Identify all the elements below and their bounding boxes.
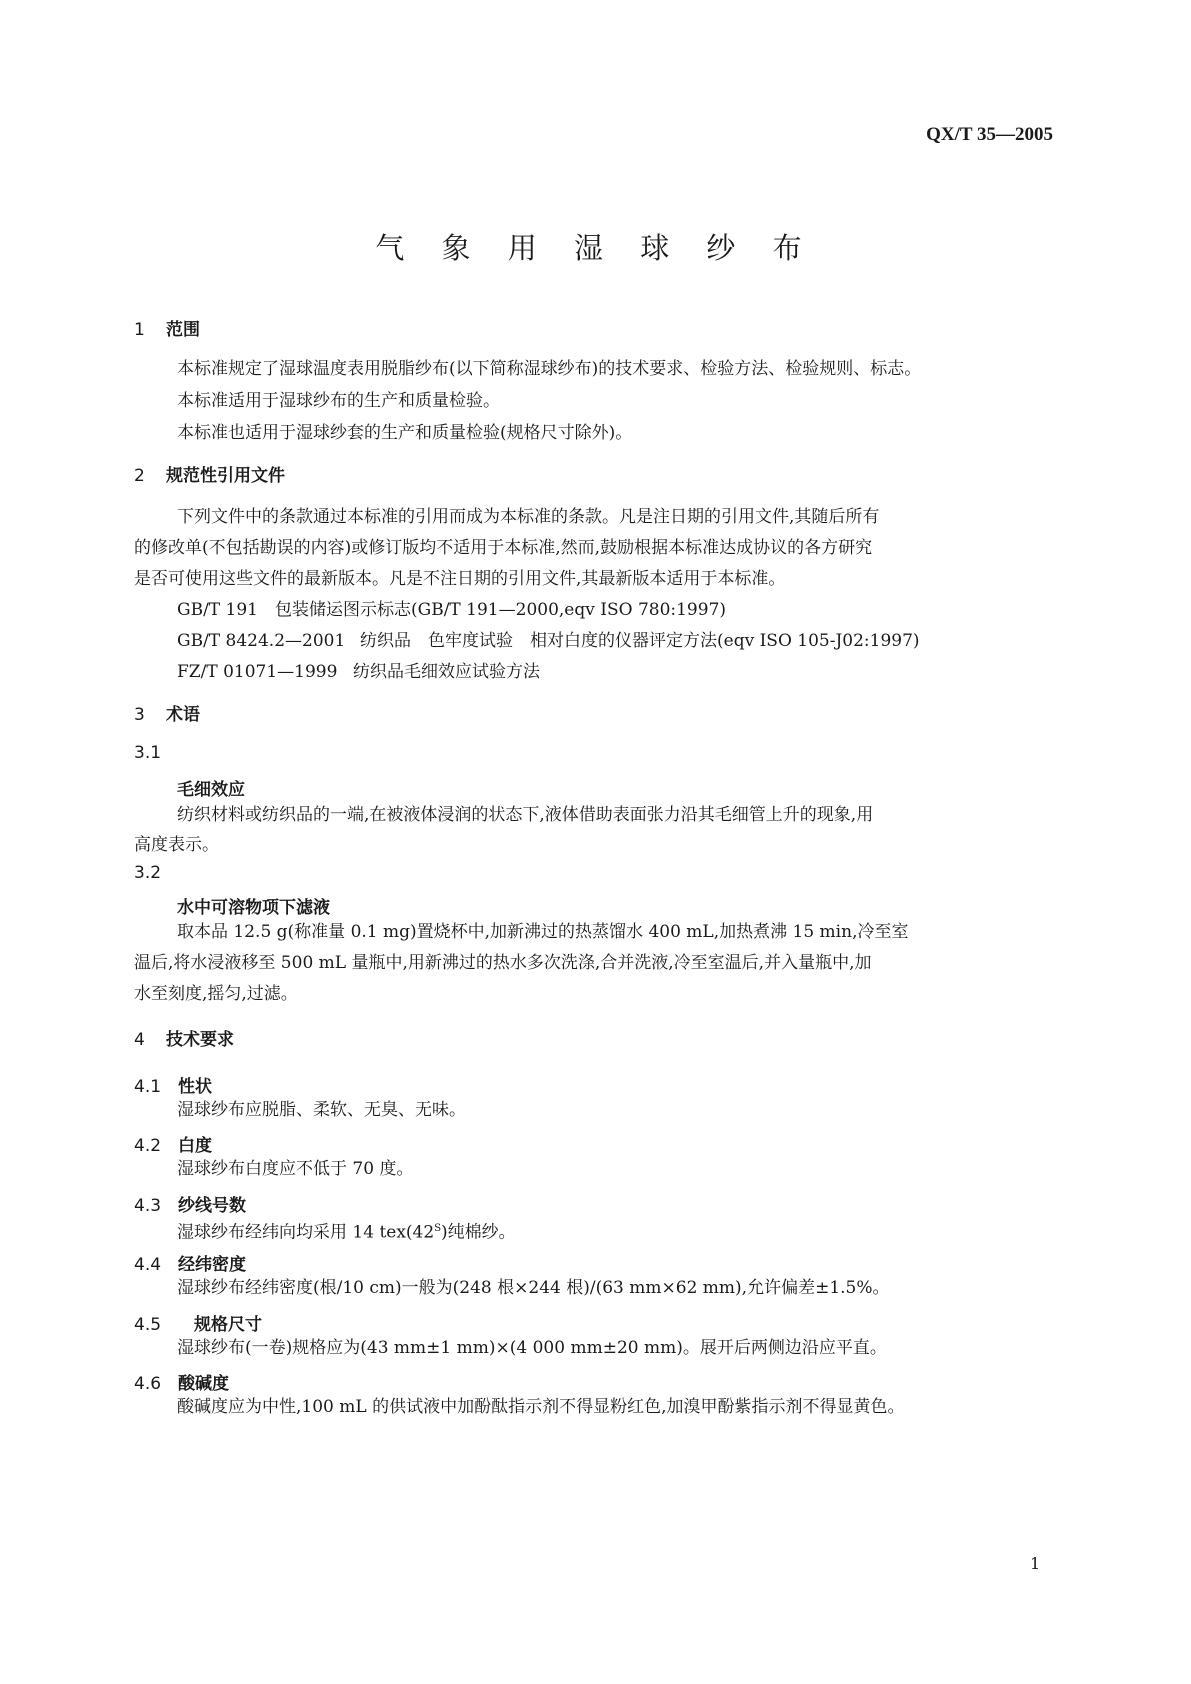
paragraph-line: 本标准规定了湿球温度表用脱脂纱布(以下简称湿球纱布)的技术要求、检验方法、检验规则、标志。 [177,359,922,379]
section-1-heading [134,315,200,340]
paragraph-line: 的修改单(不包括勘误的内容)或修订版均不适用于本标准,然而,鼓励根据本标准达成协议的各方研究 [134,538,873,558]
subsection-title: 性状 [178,1077,212,1097]
subsection-number: 4.3 [134,1196,162,1216]
reference-title: 纺织品毛细效应试验方法 [353,662,540,682]
reference-item [177,593,726,627]
term-number: 3.2 [134,863,162,883]
paragraph-line: 下列文件中的条款通过本标准的引用而成为本标准的条款。凡是注日期的引用文件,其随后所有 [177,507,880,527]
section-number: 1 [134,320,145,340]
reference-code: GB/T 8424.2—2001 [177,631,346,651]
paragraph-line: 本标准适用于湿球纱布的生产和质量检验。 [177,391,500,411]
section-title: 术语 [166,705,200,725]
section-number: 3 [134,705,145,725]
term-definition-line: 取本品 12.5 g(称准量 0.1 mg)置烧杯中,加新沸过的热蒸馏水 400 mL,加热煮沸 15 min,冷至室 [177,922,909,942]
term-name: 毛细效应 [177,780,245,800]
section-2-heading [134,461,285,486]
requirement-text: 酸碱度应为中性,100 mL 的供试液中加酚酞指示剂不得显粉红色,加溴甲酚紫指示剂不得显黄色。 [177,1397,905,1417]
paragraph-line: 本标准也适用于湿球纱套的生产和质量检验(规格尺寸除外)。 [177,423,633,443]
requirement-text: 湿球纱布应脱脂、柔软、无臭、无味。 [177,1100,466,1120]
subsection-title: 规格尺寸 [194,1315,262,1335]
section-title: 技术要求 [166,1030,234,1050]
subsection-number: 4.1 [134,1077,162,1097]
reference-title: 包装储运图示标志(GB/T 191—2000,eqv ISO 780:1997) [275,600,727,620]
reference-item [177,624,920,658]
section-number: 4 [134,1030,145,1050]
reference-code: FZ/T 01071—1999 [177,662,338,682]
section-title: 规范性引用文件 [166,466,285,486]
section-number: 2 [134,466,145,486]
subsection-number: 4.4 [134,1255,162,1275]
subsection-title: 经纬密度 [178,1255,246,1275]
section-4-heading [134,1025,234,1050]
term-definition-line: 纺织材料或纺织品的一端,在被液体浸润的状态下,液体借助表面张力沿其毛细管上升的现象,用 [177,805,874,825]
reference-code: GB/T 191 [177,600,258,620]
term-name: 水中可溶物项下滤液 [177,898,330,918]
term-definition-line: 水至刻度,摇匀,过滤。 [134,984,298,1004]
term-definition-line: 高度表示。 [134,835,219,855]
document-title: 气 象 用 湿 球 纱 布 [375,231,816,265]
subsection-number: 4.6 [134,1374,162,1394]
superscript: S [434,1223,442,1234]
subsection-title: 纱线号数 [178,1196,246,1216]
subsection-number: 4.5 [134,1315,162,1335]
subsection-number: 4.2 [134,1136,162,1156]
requirement-text: 湿球纱布经纬密度(根/10 cm)一般为(248 根×244 根)/(63 mm×62 mm),允许偏差±1.5%。 [177,1278,890,1298]
reference-title: 纺织品 色牢度试验 相对白度的仪器评定方法(eqv ISO 105-J02:1997) [360,631,920,651]
paragraph-line: 是否可使用这些文件的最新版本。凡是不注日期的引用文件,其最新版本适用于本标准。 [134,569,786,589]
section-3-heading [134,700,200,725]
page-number: 1 [1030,1554,1041,1573]
term-number: 3.1 [134,743,162,763]
requirement-text: 湿球纱布白度应不低于 70 度。 [177,1159,414,1179]
reference-item [177,655,540,689]
standard-code: QX/T 35—2005 [926,124,1053,145]
subsection-title: 酸碱度 [178,1374,229,1394]
section-title: 范围 [166,320,200,340]
requirement-text: 湿球纱布(一卷)规格应为(43 mm±1 mm)×(4 000 mm±20 mm)。展开后两侧边沿应平直。 [177,1338,887,1358]
subsection-title: 白度 [178,1136,212,1156]
requirement-text [177,1212,516,1250]
requirement-text-part: )纯棉纱。 [441,1222,516,1243]
term-definition-line: 温后,将水浸液移至 500 mL 量瓶中,用新沸过的热水多次洗涤,合并洗液,冷至室温后,并入量瓶中,加 [134,953,872,973]
requirement-text-part: 湿球纱布经纬向均采用 14 tex(42 [177,1222,435,1243]
